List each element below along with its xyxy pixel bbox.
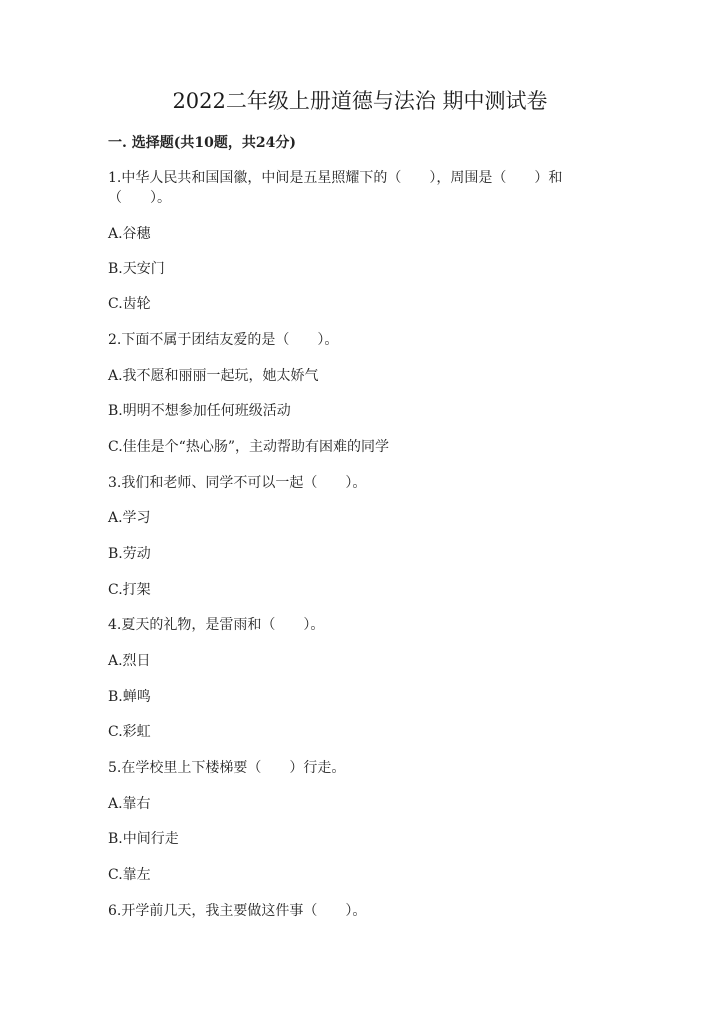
question-4-stem: 4.夏天的礼物，是雷雨和（ ）。 — [108, 617, 325, 633]
question-3-option-a: A.学习 — [108, 510, 151, 526]
question-2-option-c: C.佳佳是个“热心肠”，主动帮助有困难的同学 — [108, 439, 389, 455]
question-3-stem: 3.我们和老师、同学不可以一起（ ）。 — [108, 475, 367, 491]
question-4-option-a: A.烈日 — [108, 653, 151, 669]
question-1-option-c: C.齿轮 — [108, 296, 151, 312]
question-1-stem-continued: （ ）。 — [108, 190, 171, 206]
question-5-option-c: C.靠左 — [108, 867, 151, 883]
question-4-option-b: B.蝉鸣 — [108, 689, 151, 705]
question-5-stem: 5.在学校里上下楼梯要（ ）行走。 — [108, 760, 346, 776]
question-4-option-c: C.彩虹 — [108, 724, 151, 740]
question-1-option-a: A.谷穗 — [108, 226, 151, 242]
question-3-option-b: B.劳动 — [108, 546, 151, 562]
question-1-option-b: B.天安门 — [108, 261, 165, 277]
question-6-stem: 6.开学前几天，我主要做这件事（ ）。 — [108, 903, 367, 919]
question-2-option-b: B.明明不想参加任何班级活动 — [108, 403, 291, 419]
question-5-option-b: B.中间行走 — [108, 831, 179, 847]
page-title: 2022二年级上册道德与法治 期中测试卷 — [172, 89, 548, 113]
question-3-option-c: C.打架 — [108, 582, 151, 598]
section-heading: 一. 选择题(共10题，共24分) — [108, 135, 296, 151]
question-2-option-a: A.我不愿和丽丽一起玩，她太娇气 — [108, 368, 319, 384]
question-1-stem: 1.中华人民共和国国徽，中间是五星照耀下的（ ），周围是（ ）和 — [108, 170, 563, 186]
question-2-stem: 2.下面不属于团结友爱的是（ ）。 — [108, 332, 339, 348]
question-5-option-a: A.靠右 — [108, 796, 151, 812]
